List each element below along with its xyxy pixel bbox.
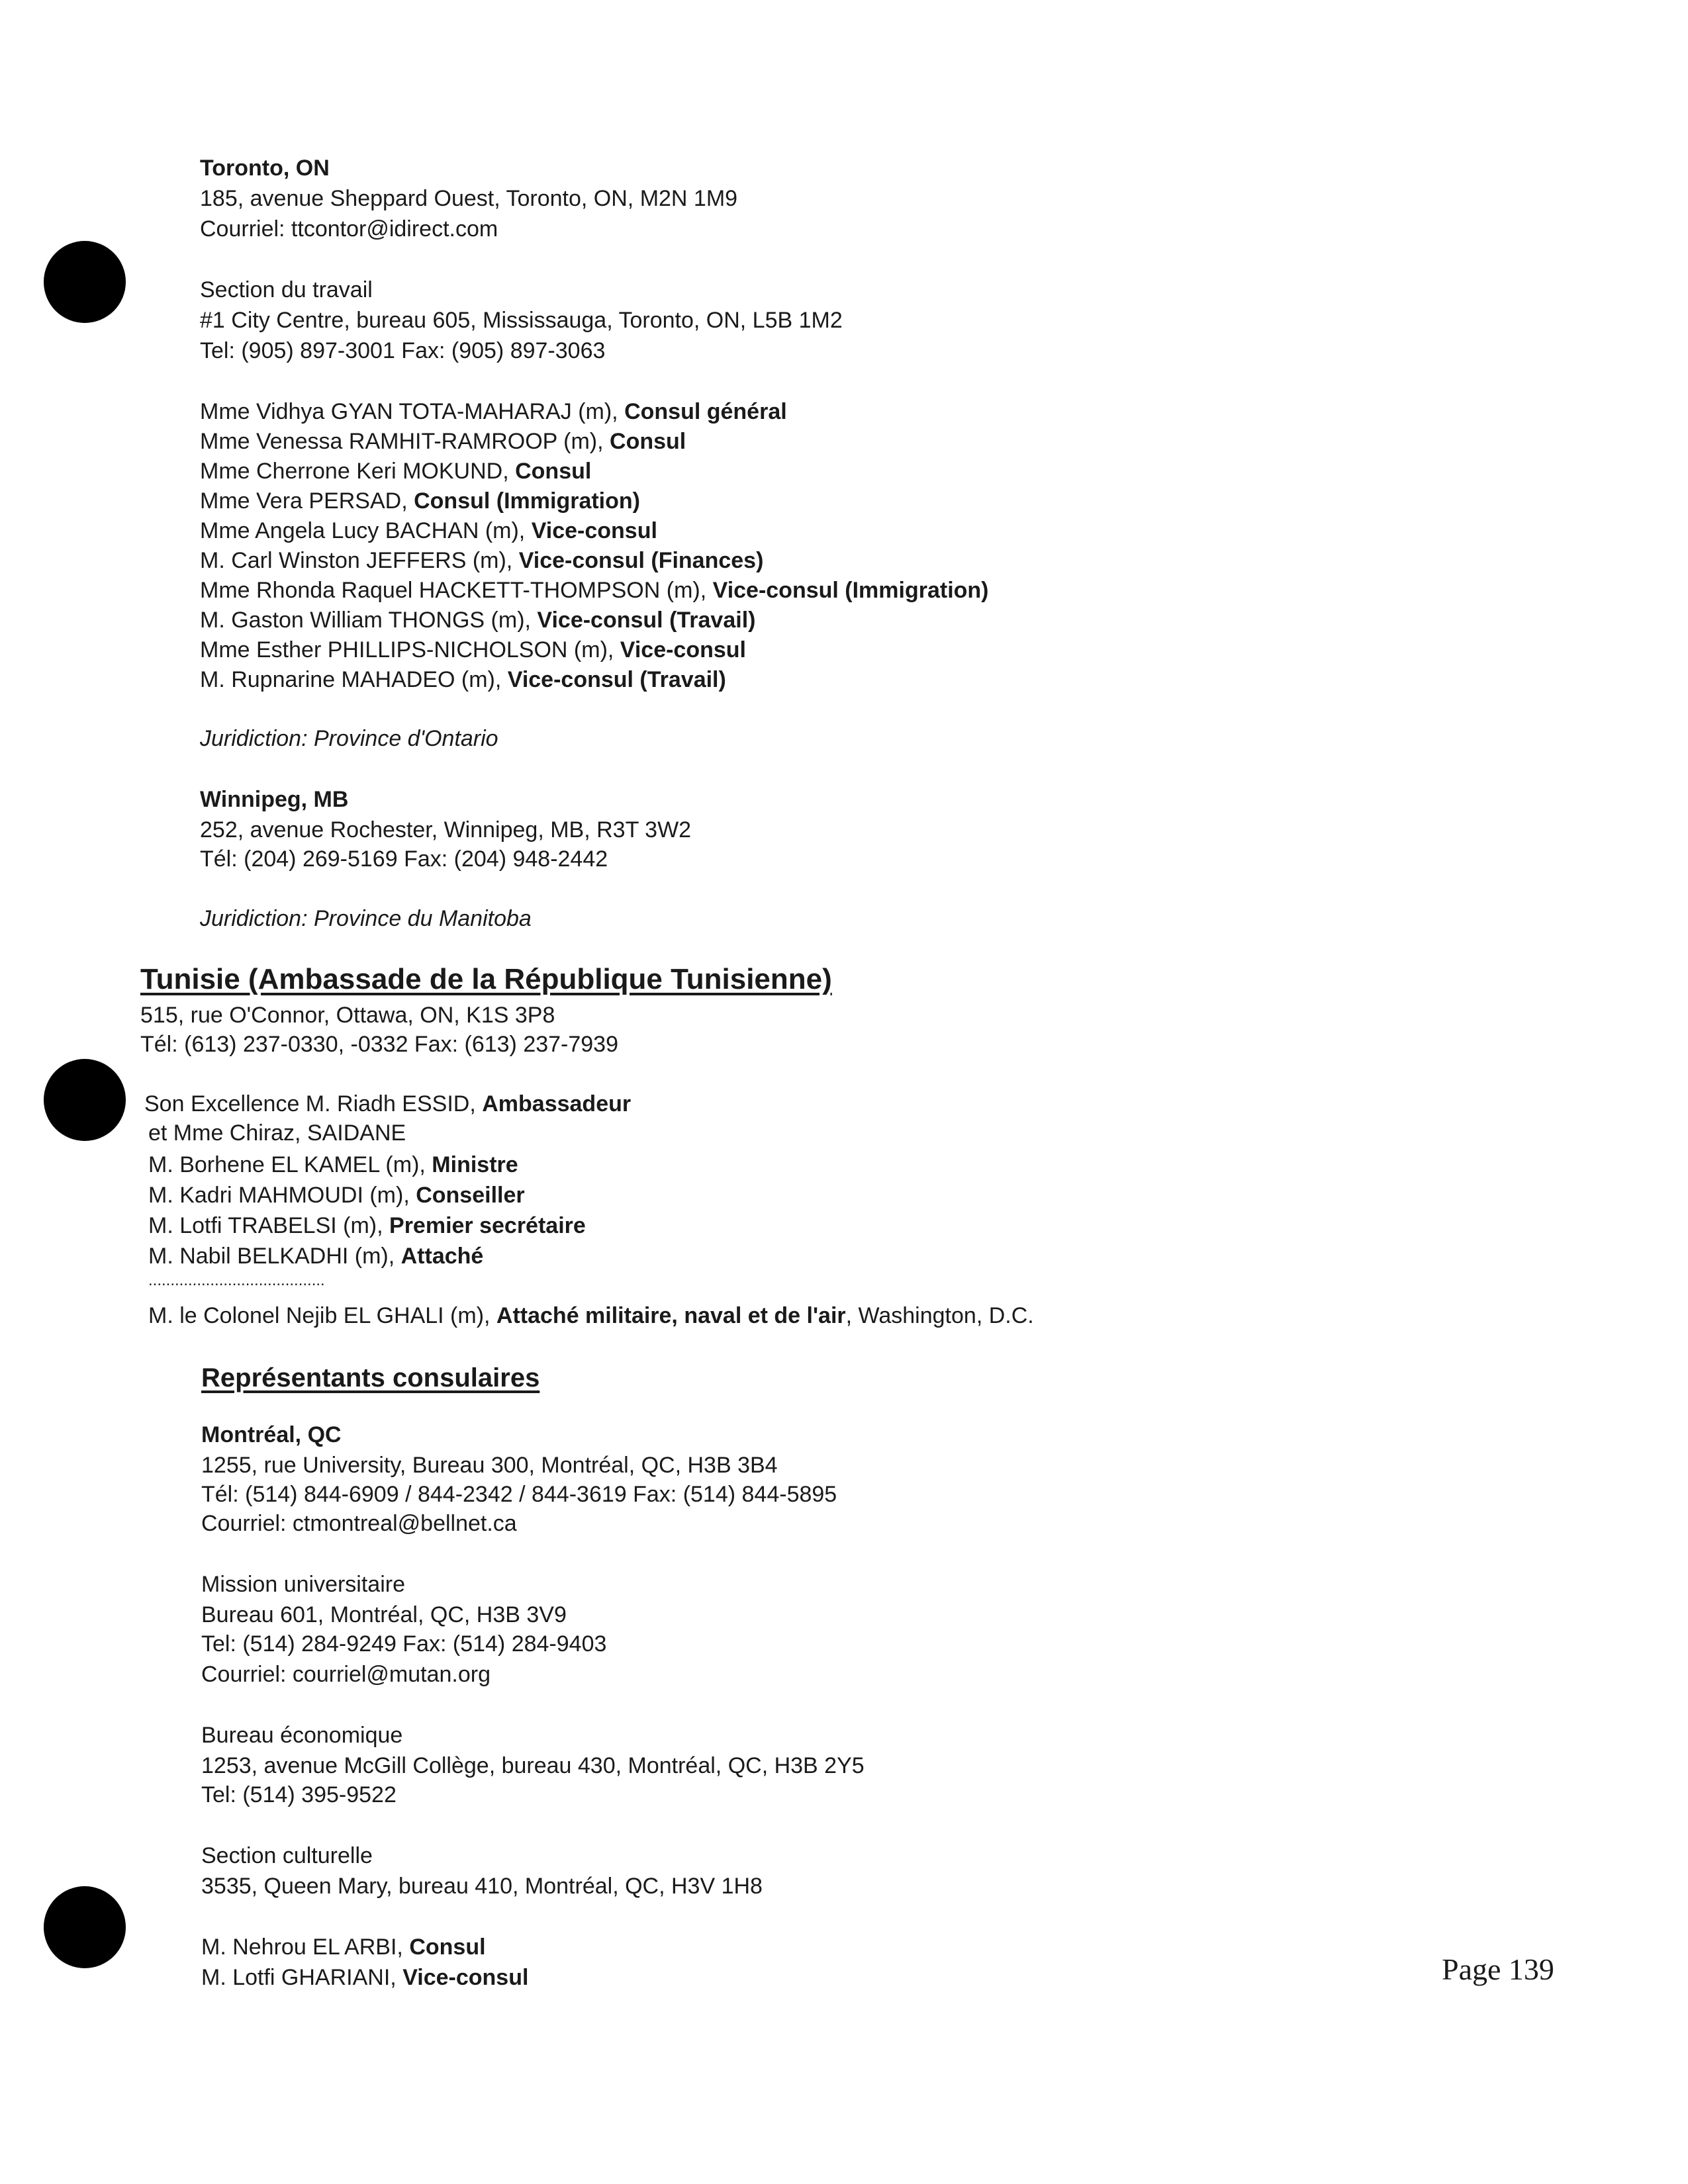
staff-title: Vice-consul: [402, 1965, 529, 1990]
page-number: Page 139: [1442, 1952, 1554, 1986]
ambassador-spouse: et Mme Chiraz, SAIDANE: [148, 1120, 406, 1146]
staff-row: [200, 427, 686, 456]
university-mission-address: Bureau 601, Montréal, QC, H3B 3V9: [201, 1602, 567, 1627]
staff-name: Mme Vera PERSAD,: [200, 488, 414, 514]
staff-title: Vice-consul (Travail): [507, 667, 726, 692]
staff-name: M. Carl Winston JEFFERS (m),: [200, 548, 519, 573]
staff-row: [201, 1933, 486, 1962]
country-heading: Tunisie (Ambassade de la République Tunisienne): [140, 963, 832, 995]
staff-row: [200, 665, 726, 694]
cultural-section-address: 3535, Queen Mary, bureau 410, Montréal, QC, H3V 1H8: [201, 1874, 763, 1899]
winnipeg-jurisdiction: Juridiction: Province du Manitoba: [200, 906, 532, 931]
montreal-address: 1255, rue University, Bureau 300, Montréal, QC, H3B 3B4: [201, 1453, 778, 1478]
staff-title: Consul général: [624, 399, 787, 424]
ambassador-row: [144, 1089, 631, 1118]
ambassador-title: Ambassadeur: [482, 1091, 632, 1116]
montreal-phone: Tél: (514) 844-6909 / 844-2342 / 844-3619 Fax: (514) 844-5895: [201, 1482, 837, 1507]
staff-title: Consul: [515, 459, 592, 484]
staff-row: [148, 1211, 586, 1240]
ambassador-name: Son Excellence M. Riadh ESSID,: [144, 1091, 483, 1116]
montreal-email: Courriel: ctmontreal@bellnet.ca: [201, 1511, 517, 1536]
staff-row: [200, 576, 989, 605]
staff-name: M. Nabil BELKADHI (m),: [148, 1244, 401, 1269]
toronto-email: Courriel: ttcontor@idirect.com: [200, 216, 498, 242]
staff-row: [148, 1242, 483, 1271]
military-attache-location: , Washington, D.C.: [845, 1303, 1034, 1328]
military-attache-row: [148, 1301, 1034, 1330]
military-attache-name: M. le Colonel Nejib EL GHALI (m),: [148, 1303, 496, 1328]
binder-hole-top: [44, 241, 126, 323]
staff-row: [148, 1150, 518, 1179]
staff-name: Mme Venessa RAMHIT-RAMROOP (m),: [200, 429, 610, 454]
staff-row: [200, 397, 787, 426]
staff-row: [200, 635, 746, 664]
staff-name: M. Nehrou EL ARBI,: [201, 1934, 410, 1960]
staff-name: M. Lotfi TRABELSI (m),: [148, 1213, 390, 1238]
staff-row: [201, 1963, 528, 1992]
staff-row: [200, 606, 755, 635]
toronto-address: 185, avenue Sheppard Ouest, Toronto, ON, M2N 1M9: [200, 186, 738, 211]
staff-name: M. Rupnarine MAHADEO (m),: [200, 667, 508, 692]
toronto-city: Toronto, ON: [200, 156, 330, 181]
staff-name: Mme Cherrone Keri MOKUND,: [200, 459, 516, 484]
montreal-city: Montréal, QC: [201, 1422, 342, 1447]
binder-hole-middle: [44, 1059, 126, 1141]
university-mission-title: Mission universitaire: [201, 1572, 405, 1597]
staff-name: Mme Angela Lucy BACHAN (m),: [200, 518, 532, 543]
winnipeg-phone: Tél: (204) 269-5169 Fax: (204) 948-2442: [200, 846, 608, 872]
staff-title: Attaché: [400, 1244, 484, 1269]
toronto-labour-title: Section du travail: [200, 277, 373, 302]
staff-row: [200, 486, 640, 516]
staff-title: Ministre: [432, 1152, 518, 1177]
winnipeg-city: Winnipeg, MB: [200, 787, 349, 812]
staff-title: Conseiller: [416, 1183, 525, 1208]
staff-title: Consul (Immigration): [414, 488, 640, 514]
staff-title: Vice-consul: [531, 518, 657, 543]
staff-name: M. Lotfi GHARIANI,: [201, 1965, 403, 1990]
staff-title: Vice-consul: [620, 637, 747, 662]
economic-office-address: 1253, avenue McGill Collège, bureau 430, Montréal, QC, H3B 2Y5: [201, 1753, 865, 1778]
embassy-phone: Tél: (613) 237-0330, -0332 Fax: (613) 237-7939: [140, 1032, 619, 1057]
staff-name: Mme Esther PHILLIPS-NICHOLSON (m),: [200, 637, 620, 662]
winnipeg-address: 252, avenue Rochester, Winnipeg, MB, R3T 3W2: [200, 817, 692, 842]
staff-name: M. Kadri MAHMOUDI (m),: [148, 1183, 416, 1208]
toronto-labour-phone: Tel: (905) 897-3001 Fax: (905) 897-3063: [200, 338, 606, 363]
staff-row: [200, 516, 657, 545]
staff-name: Mme Rhonda Raquel HACKETT-THOMPSON (m),: [200, 578, 713, 603]
staff-title: Premier secrétaire: [389, 1213, 586, 1238]
toronto-jurisdiction: Juridiction: Province d'Ontario: [200, 726, 498, 751]
staff-title: Vice-consul (Finances): [518, 548, 764, 573]
staff-row: [200, 457, 591, 486]
staff-name: M. Borhene EL KAMEL (m),: [148, 1152, 432, 1177]
economic-office-phone: Tel: (514) 395-9522: [201, 1782, 397, 1807]
dotted-separator: ........................................: [148, 1271, 325, 1289]
cultural-section-title: Section culturelle: [201, 1843, 373, 1868]
university-mission-phone: Tel: (514) 284-9249 Fax: (514) 284-9403: [201, 1631, 607, 1657]
consular-heading: Représentants consulaires: [201, 1363, 540, 1392]
economic-office-title: Bureau économique: [201, 1723, 403, 1748]
toronto-labour-address: #1 City Centre, bureau 605, Mississauga, Toronto, ON, L5B 1M2: [200, 308, 843, 333]
staff-title: Consul: [610, 429, 686, 454]
staff-title: Consul: [409, 1934, 486, 1960]
staff-title: Vice-consul (Immigration): [712, 578, 989, 603]
embassy-address: 515, rue O'Connor, Ottawa, ON, K1S 3P8: [140, 1003, 555, 1028]
staff-row: [148, 1181, 525, 1210]
staff-title: Vice-consul (Travail): [537, 608, 756, 633]
binder-hole-bottom: [44, 1886, 126, 1968]
staff-row: [200, 546, 763, 575]
staff-name: M. Gaston William THONGS (m),: [200, 608, 538, 633]
university-mission-email: Courriel: courriel@mutan.org: [201, 1662, 491, 1687]
staff-name: Mme Vidhya GYAN TOTA-MAHARAJ (m),: [200, 399, 625, 424]
military-attache-title: Attaché militaire, naval et de l'air: [496, 1303, 846, 1328]
